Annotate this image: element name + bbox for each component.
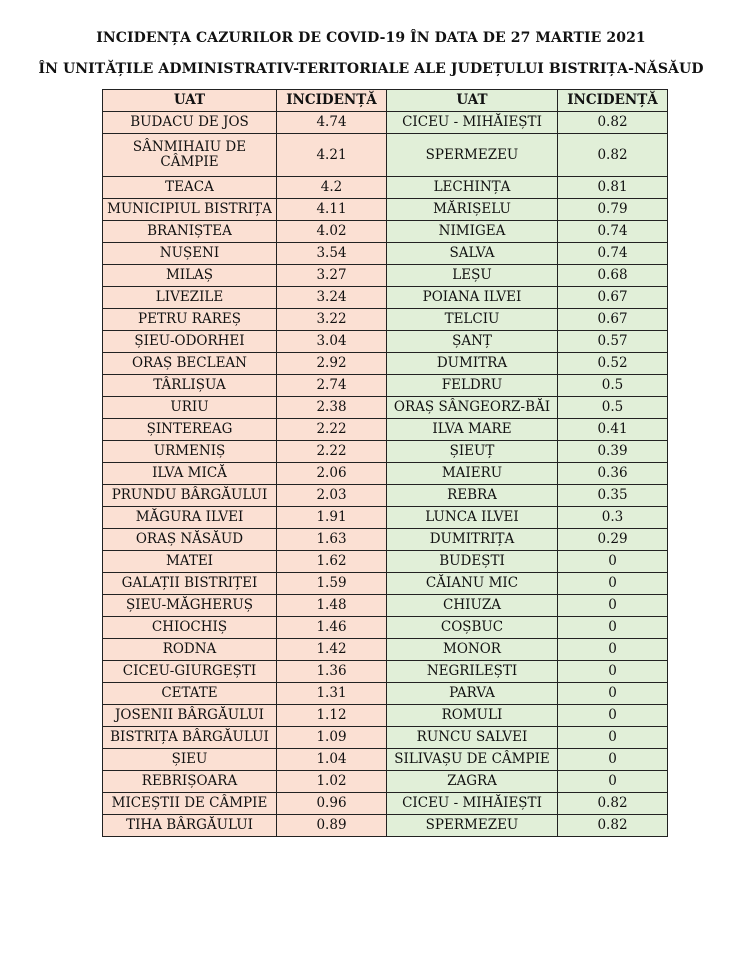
uat-left-cell: REBRIȘOARA — [103, 771, 277, 793]
incidence-right-cell: 0.39 — [558, 441, 668, 463]
incidence-right-cell: 0.35 — [558, 485, 668, 507]
incidence-right-cell: 0.36 — [558, 463, 668, 485]
uat-right-cell: RUNCU SALVEI — [387, 727, 558, 749]
uat-left-cell: MĂGURA ILVEI — [103, 507, 277, 529]
table-row — [103, 375, 668, 397]
incidence-left-cell: 1.42 — [277, 639, 387, 661]
uat-right-cell: CICEU - MIHĂIEȘTI — [387, 112, 558, 134]
uat-left-cell: BUDACU DE JOS — [103, 112, 277, 134]
uat-left-cell: ȘINTEREAG — [103, 419, 277, 441]
uat-right-cell: MONOR — [387, 639, 558, 661]
table-row — [103, 112, 668, 134]
incidence-left-cell: 1.12 — [277, 705, 387, 727]
uat-left-cell: ȘIEU-ODORHEI — [103, 331, 277, 353]
incidence-left-cell: 0.96 — [277, 793, 387, 815]
uat-right-cell: MĂRIȘELU — [387, 199, 558, 221]
table-row — [103, 551, 668, 573]
table-row — [103, 331, 668, 353]
uat-right-cell: DUMITRIȚA — [387, 529, 558, 551]
incidence-right-cell: 0.82 — [558, 112, 668, 134]
incidence-right-cell: 0.74 — [558, 243, 668, 265]
uat-left-cell: MATEI — [103, 551, 277, 573]
uat-left-cell: ȘIEU — [103, 749, 277, 771]
incidence-right-cell: 0 — [558, 639, 668, 661]
incidence-left-cell: 4.74 — [277, 112, 387, 134]
table-row — [103, 683, 668, 705]
incidence-left-cell: 2.22 — [277, 441, 387, 463]
table-row — [103, 595, 668, 617]
incidence-right-cell: 0 — [558, 595, 668, 617]
incidence-left-cell: 4.21 — [277, 134, 387, 177]
incidence-right-cell: 0.74 — [558, 221, 668, 243]
incidence-right-cell: 0.5 — [558, 397, 668, 419]
incidence-right-cell: 0 — [558, 683, 668, 705]
incidence-right-cell: 0.3 — [558, 507, 668, 529]
incidence-right-cell: 0 — [558, 727, 668, 749]
incidence-left-cell: 1.63 — [277, 529, 387, 551]
incidence-left-cell: 1.09 — [277, 727, 387, 749]
incidence-right-cell: 0.68 — [558, 265, 668, 287]
table-row — [103, 243, 668, 265]
uat-left-cell: LIVEZILE — [103, 287, 277, 309]
table-row — [103, 265, 668, 287]
table-row — [103, 793, 668, 815]
uat-right-cell: ȘIEUȚ — [387, 441, 558, 463]
table-row — [103, 134, 668, 177]
incidence-left-cell: 4.2 — [277, 177, 387, 199]
uat-right-cell: LECHINȚA — [387, 177, 558, 199]
table-row — [103, 199, 668, 221]
incidence-left-cell: 2.03 — [277, 485, 387, 507]
uat-left-cell: BISTRIȚA BÂRGĂULUI — [103, 727, 277, 749]
table-row — [103, 617, 668, 639]
uat-right-cell: ZAGRA — [387, 771, 558, 793]
incidence-left-cell: 4.02 — [277, 221, 387, 243]
uat-right-cell: ȘANȚ — [387, 331, 558, 353]
incidence-left-cell: 1.62 — [277, 551, 387, 573]
incidence-left-cell: 3.24 — [277, 287, 387, 309]
table-row — [103, 419, 668, 441]
document-title: INCIDENȚA CAZURILOR DE COVID-19 ÎN DATA DE 27 MARTIE 2021 — [96, 30, 646, 46]
table-row — [103, 661, 668, 683]
table-row — [103, 397, 668, 419]
uat-left-cell: ORAȘ NĂSĂUD — [103, 529, 277, 551]
incidence-left-cell: 1.46 — [277, 617, 387, 639]
uat-left-cell: CHIOCHIȘ — [103, 617, 277, 639]
incidence-right-cell: 0.29 — [558, 529, 668, 551]
uat-right-cell: COȘBUC — [387, 617, 558, 639]
uat-right-cell: POIANA ILVEI — [387, 287, 558, 309]
uat-right-cell: FELDRU — [387, 375, 558, 397]
uat-left-cell: URMENIȘ — [103, 441, 277, 463]
uat-right-cell: NIMIGEA — [387, 221, 558, 243]
uat-left-cell: TIHA BÂRGĂULUI — [103, 815, 277, 837]
uat-right-cell: REBRA — [387, 485, 558, 507]
uat-left-cell: TÂRLIȘUA — [103, 375, 277, 397]
incidence-right-cell: 0 — [558, 705, 668, 727]
uat-right-cell: SPERMEZEU — [387, 815, 558, 837]
uat-right-cell: SPERMEZEU — [387, 134, 558, 177]
incidence-right-cell: 0.5 — [558, 375, 668, 397]
uat-left-cell: JOSENII BÂRGĂULUI — [103, 705, 277, 727]
incidence-left-cell: 1.31 — [277, 683, 387, 705]
incidence-right-cell: 0.81 — [558, 177, 668, 199]
incidence-left-cell: 1.02 — [277, 771, 387, 793]
incidence-left-cell: 4.11 — [277, 199, 387, 221]
uat-right-cell: ORAȘ SÂNGEORZ-BĂI — [387, 397, 558, 419]
incidence-left-cell: 3.27 — [277, 265, 387, 287]
uat-left-cell: PETRU RAREȘ — [103, 309, 277, 331]
table-row — [103, 705, 668, 727]
uat-right-cell: CHIUZA — [387, 595, 558, 617]
uat-left-cell: GALAȚII BISTRIȚEI — [103, 573, 277, 595]
table-row — [103, 309, 668, 331]
incidence-right-cell: 0 — [558, 749, 668, 771]
table-row — [103, 287, 668, 309]
header-incidence-right: INCIDENȚĂ — [558, 90, 668, 112]
uat-right-cell: LUNCA ILVEI — [387, 507, 558, 529]
uat-right-cell: SILIVAȘU DE CÂMPIE — [387, 749, 558, 771]
incidence-right-cell: 0.67 — [558, 287, 668, 309]
uat-left-cell: SÂNMIHAIU DE CÂMPIE — [103, 134, 277, 177]
uat-right-cell: BUDEȘTI — [387, 551, 558, 573]
table-row — [103, 815, 668, 837]
header-incidence-left: INCIDENȚĂ — [277, 90, 387, 112]
incidence-left-cell: 1.91 — [277, 507, 387, 529]
uat-left-cell: BRANIȘTEA — [103, 221, 277, 243]
table-row — [103, 639, 668, 661]
incidence-right-cell: 0 — [558, 551, 668, 573]
incidence-left-cell: 3.54 — [277, 243, 387, 265]
table-row — [103, 353, 668, 375]
header-uat-right: UAT — [387, 90, 558, 112]
table-row — [103, 727, 668, 749]
incidence-right-cell: 0 — [558, 573, 668, 595]
uat-right-cell: ROMULI — [387, 705, 558, 727]
table-row — [103, 771, 668, 793]
uat-right-cell: MAIERU — [387, 463, 558, 485]
incidence-left-cell: 1.59 — [277, 573, 387, 595]
table-row — [103, 177, 668, 199]
uat-right-cell: DUMITRA — [387, 353, 558, 375]
document-subtitle: ÎN UNITĂȚILE ADMINISTRATIV-TERITORIALE ALE JUDEȚULUI BISTRIȚA-NĂSĂUD — [38, 61, 704, 77]
uat-right-cell: CĂIANU MIC — [387, 573, 558, 595]
incidence-left-cell: 1.04 — [277, 749, 387, 771]
incidence-right-cell: 0.57 — [558, 331, 668, 353]
table-header-row — [103, 90, 668, 112]
incidence-right-cell: 0.67 — [558, 309, 668, 331]
uat-left-cell: ORAȘ BECLEAN — [103, 353, 277, 375]
incidence-left-cell: 2.92 — [277, 353, 387, 375]
table-row — [103, 463, 668, 485]
incidence-right-cell: 0.82 — [558, 793, 668, 815]
table-row — [103, 441, 668, 463]
table-row — [103, 573, 668, 595]
incidence-left-cell: 1.48 — [277, 595, 387, 617]
incidence-left-cell: 3.22 — [277, 309, 387, 331]
incidence-left-cell: 3.04 — [277, 331, 387, 353]
table-row — [103, 485, 668, 507]
incidence-right-cell: 0.52 — [558, 353, 668, 375]
uat-left-cell: NUȘENI — [103, 243, 277, 265]
uat-left-cell: TEACA — [103, 177, 277, 199]
uat-left-cell: ȘIEU-MĂGHERUȘ — [103, 595, 277, 617]
table-row — [103, 507, 668, 529]
table-row — [103, 221, 668, 243]
uat-right-cell: CICEU - MIHĂIEȘTI — [387, 793, 558, 815]
incidence-left-cell: 2.74 — [277, 375, 387, 397]
incidence-left-cell: 2.06 — [277, 463, 387, 485]
uat-right-cell: LEȘU — [387, 265, 558, 287]
uat-left-cell: CETATE — [103, 683, 277, 705]
incidence-left-cell: 2.22 — [277, 419, 387, 441]
uat-left-cell: MILAȘ — [103, 265, 277, 287]
uat-right-cell: NEGRILEȘTI — [387, 661, 558, 683]
header-uat-left: UAT — [103, 90, 277, 112]
incidence-right-cell: 0.82 — [558, 134, 668, 177]
incidence-right-cell: 0 — [558, 771, 668, 793]
uat-left-cell: CICEU-GIURGEȘTI — [103, 661, 277, 683]
uat-right-cell: TELCIU — [387, 309, 558, 331]
incidence-table — [102, 89, 668, 837]
uat-left-cell: MUNICIPIUL BISTRIȚA — [103, 199, 277, 221]
incidence-left-cell: 1.36 — [277, 661, 387, 683]
uat-left-cell: PRUNDU BÂRGĂULUI — [103, 485, 277, 507]
incidence-right-cell: 0.41 — [558, 419, 668, 441]
uat-left-cell: MICEȘTII DE CÂMPIE — [103, 793, 277, 815]
uat-left-cell: ILVA MICĂ — [103, 463, 277, 485]
uat-right-cell: SALVA — [387, 243, 558, 265]
incidence-right-cell: 0.82 — [558, 815, 668, 837]
incidence-right-cell: 0 — [558, 661, 668, 683]
uat-left-cell: RODNA — [103, 639, 277, 661]
table-row — [103, 749, 668, 771]
incidence-right-cell: 0.79 — [558, 199, 668, 221]
uat-left-cell: URIU — [103, 397, 277, 419]
uat-right-cell: PARVA — [387, 683, 558, 705]
uat-right-cell: ILVA MARE — [387, 419, 558, 441]
table-body — [103, 112, 668, 837]
table-row — [103, 529, 668, 551]
incidence-right-cell: 0 — [558, 617, 668, 639]
incidence-left-cell: 2.38 — [277, 397, 387, 419]
incidence-left-cell: 0.89 — [277, 815, 387, 837]
